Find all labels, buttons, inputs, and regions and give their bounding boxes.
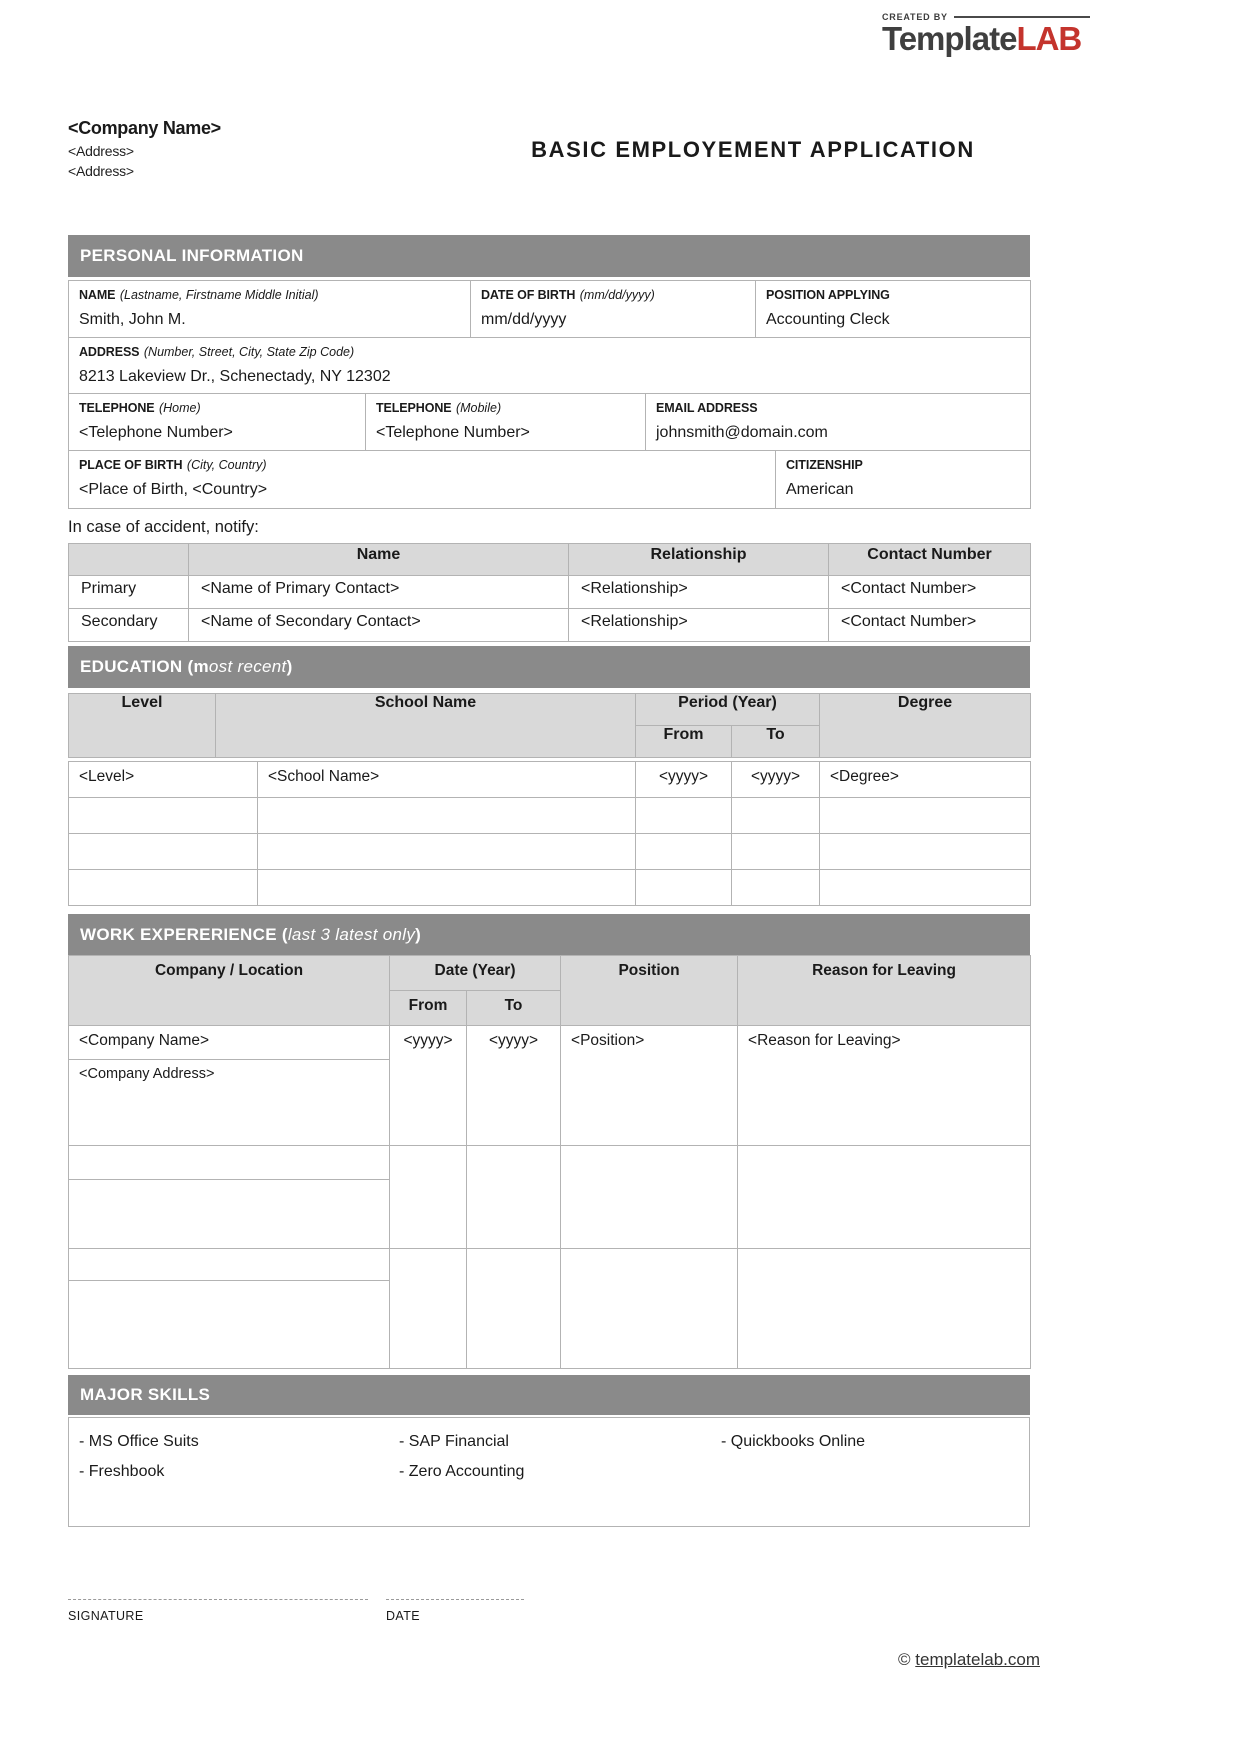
education-degree-empty[interactable] bbox=[820, 834, 1031, 870]
field-name-value[interactable]: Smith, John M. bbox=[79, 311, 186, 328]
field-pob-value[interactable]: <Place of Birth, <Country> bbox=[79, 481, 268, 498]
field-position-label: POSITION APPLYING bbox=[766, 288, 890, 302]
work-experience-table bbox=[68, 955, 1031, 1369]
skill-item: - SAP Financial bbox=[399, 1433, 509, 1450]
work-to-value[interactable]: <yyyy> bbox=[467, 1026, 561, 1146]
work-to-empty[interactable] bbox=[467, 1146, 561, 1249]
signature-area bbox=[68, 1599, 1030, 1623]
accident-primary-relationship[interactable]: <Relationship> bbox=[569, 576, 829, 609]
work-from-empty[interactable] bbox=[390, 1249, 467, 1369]
work-from-empty[interactable] bbox=[390, 1146, 467, 1249]
field-address-hint: (Number, Street, City, State Zip Code) bbox=[143, 345, 355, 359]
education-to-empty[interactable] bbox=[732, 798, 820, 834]
education-row-4 bbox=[69, 870, 1031, 906]
work-position-empty[interactable] bbox=[561, 1249, 738, 1369]
work-reason-empty[interactable] bbox=[738, 1249, 1031, 1369]
section-header-education bbox=[68, 646, 1030, 688]
work-header-company-location: Company / Location bbox=[69, 956, 390, 1026]
field-name-label: NAME bbox=[79, 288, 116, 302]
education-header-from: From bbox=[636, 726, 732, 758]
field-place-of-birth[interactable] bbox=[69, 451, 776, 509]
education-to-value[interactable]: <yyyy> bbox=[732, 762, 820, 798]
skill-item-empty bbox=[721, 1463, 1041, 1481]
accident-primary-label: Primary bbox=[69, 576, 189, 609]
form-title: BASIC EMPLOYEMENT APPLICATION bbox=[531, 137, 975, 162]
field-dob-hint: (mm/dd/yyyy) bbox=[579, 288, 655, 302]
education-header-to: To bbox=[732, 726, 820, 758]
education-from-value[interactable]: <yyyy> bbox=[636, 762, 732, 798]
personal-row-pob-citizenship bbox=[68, 450, 1031, 509]
education-from-empty[interactable] bbox=[636, 798, 732, 834]
education-level-empty[interactable] bbox=[69, 798, 258, 834]
work-company-name-empty[interactable] bbox=[69, 1249, 390, 1281]
work-company-address-empty[interactable] bbox=[69, 1281, 390, 1369]
education-school-value[interactable]: <School Name> bbox=[258, 762, 636, 798]
field-dob-value[interactable]: mm/dd/yyyy bbox=[481, 311, 567, 328]
field-tel-home-value[interactable]: <Telephone Number> bbox=[79, 424, 233, 441]
field-address[interactable] bbox=[69, 338, 1031, 394]
field-email-value[interactable]: johnsmith@domain.com bbox=[656, 424, 828, 441]
templatelab-link[interactable]: templatelab.com bbox=[915, 1650, 1040, 1669]
work-reason-value[interactable]: <Reason for Leaving> bbox=[738, 1026, 1031, 1146]
work-company-name-empty[interactable] bbox=[69, 1146, 390, 1180]
work-company-name-value[interactable]: <Company Name> bbox=[69, 1026, 390, 1060]
document-header bbox=[68, 0, 1030, 235]
company-address-placeholder-2[interactable]: <Address> bbox=[68, 163, 134, 179]
education-level-value[interactable]: <Level> bbox=[69, 762, 258, 798]
work-company-address-value[interactable]: <Company Address> bbox=[69, 1060, 390, 1146]
field-dob-label: DATE OF BIRTH bbox=[481, 288, 576, 302]
logo-lab-text: LAB bbox=[1016, 20, 1082, 57]
accident-secondary-contact[interactable]: <Contact Number> bbox=[829, 609, 1031, 642]
work-header-position: Position bbox=[561, 956, 738, 1026]
education-title-post: ) bbox=[286, 657, 293, 676]
work-header-from: From bbox=[390, 991, 467, 1026]
education-title-pre: EDUCATION (m bbox=[80, 657, 209, 676]
field-position-value[interactable]: Accounting Cleck bbox=[766, 311, 890, 328]
education-from-empty[interactable] bbox=[636, 870, 732, 906]
company-address-placeholder-1[interactable]: <Address> bbox=[68, 143, 134, 159]
education-school-empty[interactable] bbox=[258, 834, 636, 870]
work-block-3-name-row bbox=[69, 1249, 1031, 1281]
field-name[interactable] bbox=[69, 281, 471, 338]
personal-row-telephones-email bbox=[68, 393, 1031, 451]
accident-row-secondary bbox=[69, 609, 1031, 642]
section-header-work-experience bbox=[68, 914, 1030, 955]
skills-list bbox=[79, 1433, 1029, 1481]
work-company-address-empty[interactable] bbox=[69, 1180, 390, 1249]
skill-item: - MS Office Suits bbox=[79, 1433, 199, 1450]
work-title-italic: last 3 latest only bbox=[287, 925, 416, 944]
field-name-hint: (Lastname, Firstname Middle Initial) bbox=[119, 288, 319, 302]
education-title-italic: ost recent bbox=[208, 657, 287, 676]
work-reason-empty[interactable] bbox=[738, 1146, 1031, 1249]
field-tel-home-label: TELEPHONE bbox=[79, 401, 155, 415]
accident-secondary-name[interactable]: <Name of Secondary Contact> bbox=[189, 609, 569, 642]
education-degree-empty[interactable] bbox=[820, 798, 1031, 834]
education-level-empty[interactable] bbox=[69, 870, 258, 906]
personal-row-address bbox=[68, 337, 1031, 394]
field-tel-home-hint: (Home) bbox=[158, 401, 201, 415]
education-row-1 bbox=[69, 762, 1031, 798]
field-email-address[interactable] bbox=[646, 394, 1031, 451]
accident-primary-contact[interactable]: <Contact Number> bbox=[829, 576, 1031, 609]
education-degree-empty[interactable] bbox=[820, 870, 1031, 906]
education-degree-value[interactable]: <Degree> bbox=[820, 762, 1031, 798]
field-citizenship-label: CITIZENSHIP bbox=[786, 458, 863, 472]
education-school-empty[interactable] bbox=[258, 798, 636, 834]
field-pob-label: PLACE OF BIRTH bbox=[79, 458, 183, 472]
accident-secondary-label: Secondary bbox=[69, 609, 189, 642]
form-content bbox=[68, 0, 1030, 1623]
field-address-value[interactable]: 8213 Lakeview Dr., Schenectady, NY 12302 bbox=[79, 368, 391, 385]
field-citizenship-value[interactable]: American bbox=[786, 481, 854, 498]
field-position-applying[interactable] bbox=[756, 281, 1031, 338]
accident-header-contact: Contact Number bbox=[829, 544, 1031, 576]
education-to-empty[interactable] bbox=[732, 834, 820, 870]
education-header-period: Period (Year) bbox=[636, 694, 820, 726]
education-table-body bbox=[68, 761, 1031, 906]
field-tel-mobile-value[interactable]: <Telephone Number> bbox=[376, 424, 530, 441]
work-to-empty[interactable] bbox=[467, 1249, 561, 1369]
major-skills-box bbox=[68, 1417, 1030, 1527]
copyright bbox=[898, 1650, 1040, 1670]
signature-label: SIGNATURE bbox=[68, 1609, 144, 1623]
field-address-label: ADDRESS bbox=[79, 345, 140, 359]
accident-primary-name[interactable]: <Name of Primary Contact> bbox=[189, 576, 569, 609]
education-from-empty[interactable] bbox=[636, 834, 732, 870]
section-header-personal-information: PERSONAL INFORMATION bbox=[68, 235, 1030, 277]
work-position-empty[interactable] bbox=[561, 1146, 738, 1249]
accident-secondary-relationship[interactable]: <Relationship> bbox=[569, 609, 829, 642]
education-level-empty[interactable] bbox=[69, 834, 258, 870]
skill-item: - Zero Accounting bbox=[399, 1463, 525, 1480]
field-date-of-birth[interactable] bbox=[471, 281, 756, 338]
date-block bbox=[386, 1599, 524, 1623]
education-header-level: Level bbox=[69, 694, 216, 758]
signature-line[interactable] bbox=[68, 1599, 368, 1600]
field-telephone-mobile[interactable] bbox=[366, 394, 646, 451]
education-table-header bbox=[68, 693, 1031, 758]
work-header-date-year: Date (Year) bbox=[390, 956, 561, 991]
accident-row-primary bbox=[69, 576, 1031, 609]
accident-header-blank bbox=[69, 544, 189, 576]
section-header-major-skills: MAJOR SKILLS bbox=[68, 1375, 1030, 1415]
education-to-empty[interactable] bbox=[732, 870, 820, 906]
field-tel-mobile-label: TELEPHONE bbox=[376, 401, 452, 415]
accident-header-relationship: Relationship bbox=[569, 544, 829, 576]
work-header-reason: Reason for Leaving bbox=[738, 956, 1031, 1026]
work-block-1-name-row bbox=[69, 1026, 1031, 1060]
field-telephone-home[interactable] bbox=[69, 394, 366, 451]
work-title-post: ) bbox=[415, 925, 422, 944]
work-header-to: To bbox=[467, 991, 561, 1026]
work-position-value[interactable]: <Position> bbox=[561, 1026, 738, 1146]
logo-created-by-text: CREATED BY bbox=[882, 12, 1090, 22]
copyright-symbol: © bbox=[898, 1650, 911, 1669]
education-header-school-name: School Name bbox=[216, 694, 636, 758]
field-email-label: EMAIL ADDRESS bbox=[656, 401, 758, 415]
date-label: DATE bbox=[386, 1609, 421, 1623]
education-school-empty[interactable] bbox=[258, 870, 636, 906]
logo-template-text: Template bbox=[882, 20, 1017, 57]
field-tel-mobile-hint: (Mobile) bbox=[455, 401, 502, 415]
field-pob-hint: (City, Country) bbox=[186, 458, 267, 472]
field-citizenship[interactable] bbox=[776, 451, 1031, 509]
personal-row-name-dob-position bbox=[68, 280, 1031, 338]
company-name-placeholder[interactable]: <Company Name> bbox=[68, 118, 221, 138]
education-header-degree: Degree bbox=[820, 694, 1031, 758]
skill-item: - Freshbook bbox=[79, 1463, 165, 1480]
accident-notify-intro: In case of accident, notify: bbox=[68, 518, 259, 536]
work-block-2-name-row bbox=[69, 1146, 1031, 1180]
skill-item: - Quickbooks Online bbox=[721, 1433, 866, 1450]
accident-contacts-table bbox=[68, 543, 1031, 642]
date-line[interactable] bbox=[386, 1599, 524, 1600]
education-row-3 bbox=[69, 834, 1031, 870]
accident-header-name: Name bbox=[189, 544, 569, 576]
work-from-value[interactable]: <yyyy> bbox=[390, 1026, 467, 1146]
education-row-2 bbox=[69, 798, 1031, 834]
signature-block bbox=[68, 1599, 368, 1623]
work-title-pre: WORK EXPERERIENCE ( bbox=[80, 925, 288, 944]
